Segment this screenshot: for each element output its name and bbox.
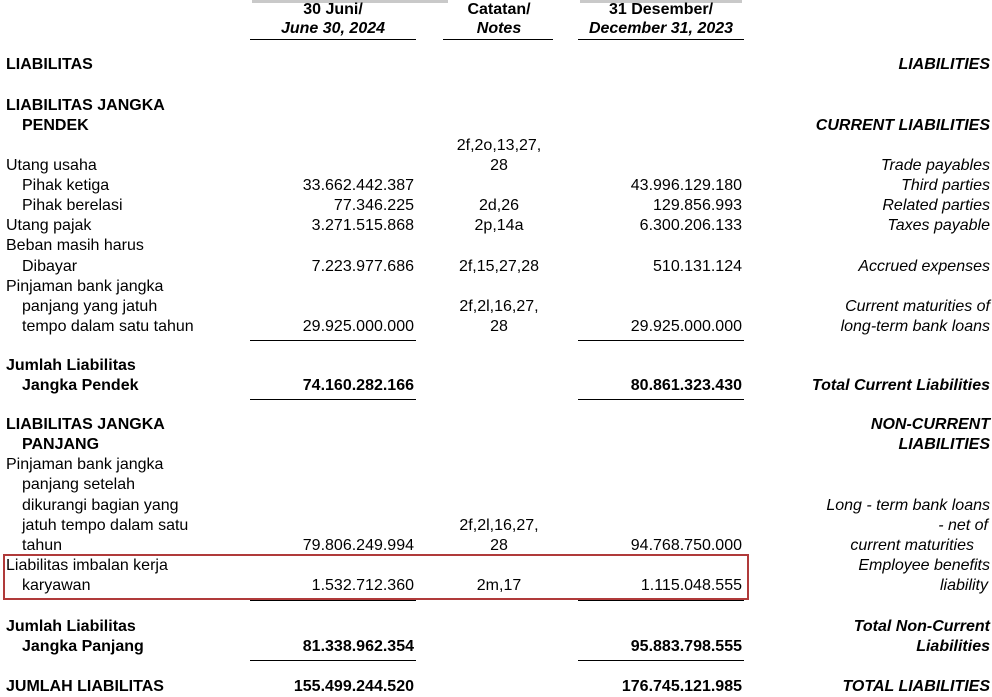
header-underline-notes [443,39,553,40]
longterm-loans-2023: 94.768.750.000 [630,537,742,554]
column-header-2023-en: December 31, 2023 [588,20,734,37]
current-loans-label-line3: tempo dalam satu tahun [22,318,194,335]
section-title-en: LIABILITIES [898,56,990,73]
noncurrent-header-id-line2: PANJANG [22,436,100,453]
longterm-loans-label-line2: panjang setelah [22,476,135,493]
total-current-label-en: Total Current Liabilities [811,377,990,394]
trade-payables-notes-line2: 28 [490,157,508,174]
longterm-loans-2024: 79.806.249.994 [302,537,414,554]
longterm-loans-notes-line2: 28 [490,537,508,554]
total-current-2024: 74.160.282.166 [302,377,414,394]
employee-benefits-label-en-line2: liability [939,577,988,594]
related-parties-2024: 77.346.225 [333,197,414,214]
longterm-loans-notes: 2f,2l,16,27, [459,517,539,534]
column-header-2024: 30 Juni/ [303,1,363,18]
total-noncurrent-label-en-line2: Liabilities [916,638,990,655]
employee-benefits-label-line2: karyawan [22,577,91,594]
longterm-loans-label-line3: dikurangi bagian yang [22,497,179,514]
employee-benefits-notes: 2m,17 [476,577,522,594]
employee-benefits-label-en: Employee benefits [858,557,990,574]
current-loans-notes-line2: 28 [490,318,508,335]
current-loans-label-line2: panjang yang jatuh [22,298,158,315]
header-underline-2023 [578,39,744,40]
current-loans-notes: 2f,2l,16,27, [459,298,539,315]
noncurrent-header-en-line2: LIABILITIES [898,436,990,453]
third-parties-label: Pihak ketiga [22,177,110,194]
current-header-en: CURRENT LIABILITIES [815,117,990,134]
longterm-loans-label-line5: tahun [22,537,63,554]
longterm-loans-label-en: Long - term bank loans [826,497,990,514]
trade-payables-notes: 2f,2o,13,27, [456,137,542,154]
column-header-2024-en: June 30, 2024 [280,20,386,37]
trade-payables-label-en: Trade payables [880,157,990,174]
column-header-notes: Catatan/ [467,1,531,18]
current-loans-label-en: Current maturities of [845,298,990,315]
total-liabilities-2024: 155.499.244.520 [293,678,414,695]
taxes-payable-label-en: Taxes payable [887,217,990,234]
trade-payables-label: Utang usaha [6,157,97,174]
total-current-line-2023 [578,399,744,400]
total-current-label: Jumlah Liabilitas [6,357,136,374]
total-noncurrent-label-line2: Jangka Panjang [22,638,144,655]
taxes-payable-label: Utang pajak [6,217,92,234]
total-liabilities-2023: 176.745.121.985 [621,678,742,695]
current-loans-2023: 29.925.000.000 [630,318,742,335]
taxes-payable-2023: 6.300.206.133 [639,217,742,234]
current-header-id-line2: PENDEK [22,117,89,134]
header-underline-2024 [250,39,416,40]
total-noncurrent-2023: 95.883.798.555 [630,638,742,655]
total-noncurrent-label: Jumlah Liabilitas [6,618,136,635]
current-loans-label: Pinjaman bank jangka [6,278,164,295]
related-parties-2023: 129.856.993 [653,197,742,214]
current-loans-2024: 29.925.000.000 [302,318,414,335]
accrued-2023: 510.131.124 [653,258,742,275]
section-title-id: LIABILITAS [6,56,93,73]
longterm-loans-label-en-line3: current maturities [850,537,974,554]
employee-benefits-2024: 1.532.712.360 [311,577,414,594]
total-noncurrent-2024: 81.338.962.354 [302,638,414,655]
subtotal-line-2024 [250,600,416,601]
longterm-loans-label: Pinjaman bank jangka [6,456,164,473]
third-parties-2023: 43.996.129.180 [630,177,742,194]
total-current-label-line2: Jangka Pendek [22,377,139,394]
subtotal-line-2024 [250,340,416,341]
accrued-label-en: Accrued expenses [858,258,990,275]
longterm-loans-label-line4: jatuh tempo dalam satu [22,517,189,534]
noncurrent-header-id: LIABILITAS JANGKA [6,416,165,433]
longterm-loans-label-en-line2: - net of [938,517,988,534]
related-parties-label: Pihak berelasi [22,197,123,214]
related-parties-label-en: Related parties [882,197,990,214]
current-header-id: LIABILITAS JANGKA [6,97,165,114]
current-loans-label-en-line2: long-term bank loans [840,318,990,335]
total-liabilities-label-en: TOTAL LIABILITIES [842,678,990,695]
accrued-label: Beban masih harus [6,237,144,254]
third-parties-label-en: Third parties [901,177,990,194]
total-noncurrent-line-2024 [250,660,416,661]
total-current-2023: 80.861.323.430 [630,377,742,394]
accrued-2024: 7.223.977.686 [311,258,414,275]
taxes-payable-2024: 3.271.515.868 [311,217,414,234]
total-noncurrent-label-en: Total Non-Current [853,618,990,635]
total-liabilities-label: JUMLAH LIABILITAS [6,678,164,695]
accrued-label-line2: Dibayar [22,258,78,275]
column-header-notes-en: Notes [476,20,522,37]
subtotal-line-2023 [578,340,744,341]
accrued-notes: 2f,15,27,28 [458,258,540,275]
column-header-2023: 31 Desember/ [608,1,714,18]
related-parties-notes: 2d,26 [478,197,520,214]
subtotal-line-2023 [578,600,744,601]
noncurrent-header-en: NON-CURRENT [870,416,990,433]
total-noncurrent-line-2023 [578,660,744,661]
taxes-payable-notes: 2p,14a [474,217,524,234]
employee-benefits-label: Liabilitas imbalan kerja [6,557,168,574]
total-current-line-2024 [250,399,416,400]
employee-benefits-2023: 1.115.048.555 [640,577,742,594]
third-parties-2024: 33.662.442.387 [302,177,414,194]
